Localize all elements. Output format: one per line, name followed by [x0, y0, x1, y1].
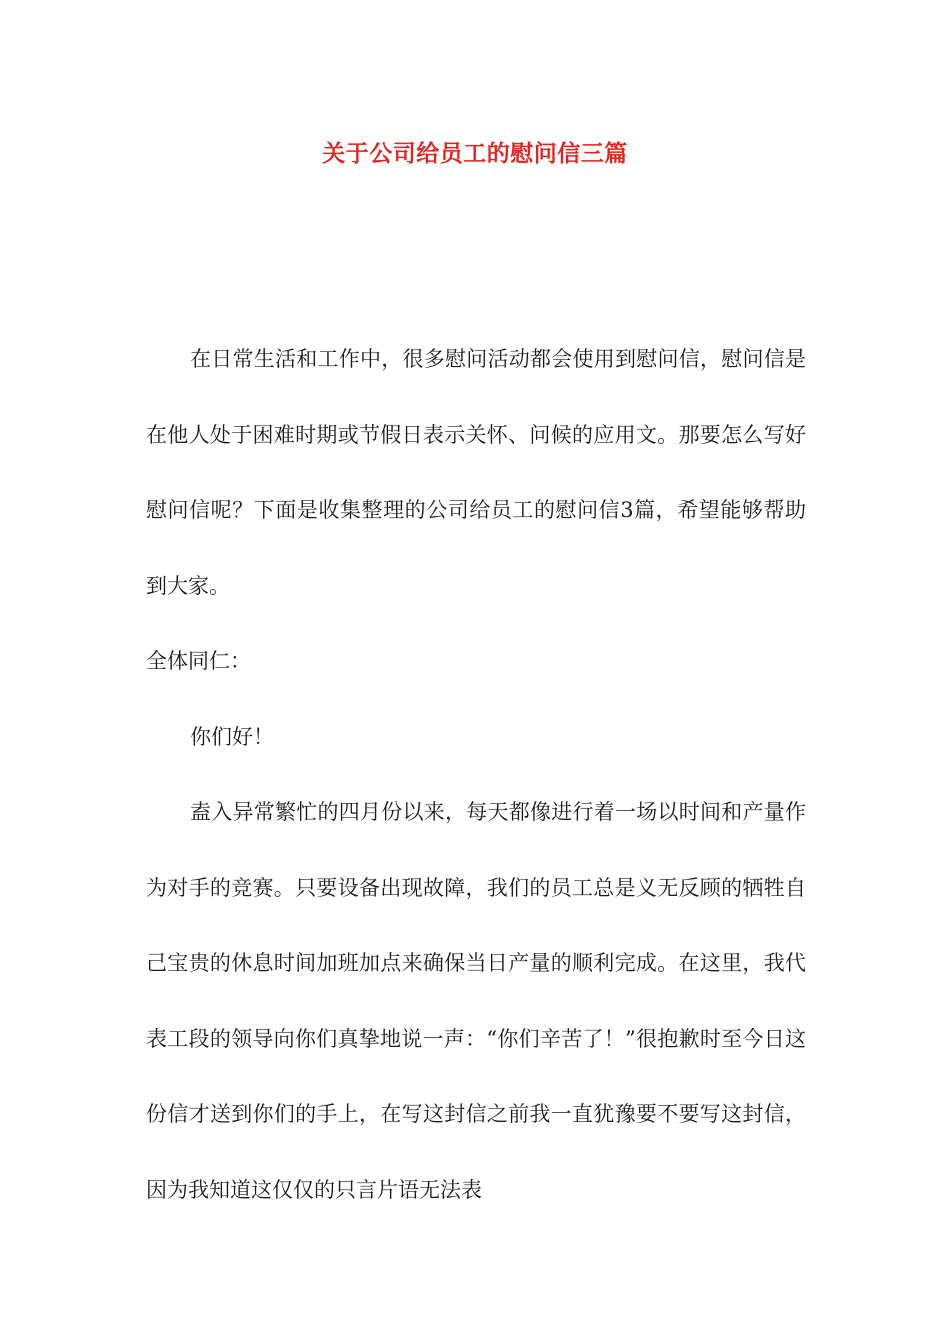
intro-paragraph: 在日常生活和工作中，很多慰问活动都会使用到慰问信，慰问信是在他人处于困难时期或节假日表示关怀、问候的应用文。那要怎么写好慰问信呢？下面是收集整理的公司给员工的慰问信3篇，希望能够帮助到大家。 [146, 347, 806, 598]
document-body [146, 322, 806, 1228]
salutation: 全体同仁： [146, 649, 251, 673]
document-title: 关于公司给员工的慰问信三篇 [322, 141, 628, 167]
letter-body-paragraph: 盍入异常繁忙的四月份以来，每天都像进行着一场以时间和产量作为对手的竞赛。只要设备出现故障，我们的员工总是义无反顾的牺牲自己宝贵的休息时间加班加点来确保当日产量的顺利完成。在这里，我代表工段的领导向你们真挚地说一声：“你们辛苦了！”很抱歉时至今日这份信才送到你们的手上，在写这封信之前我一直犹豫要不要写这封信，因为我知道这仅仅的只言片语无法表 [146, 800, 806, 1202]
greeting: 你们好！ [190, 724, 274, 749]
